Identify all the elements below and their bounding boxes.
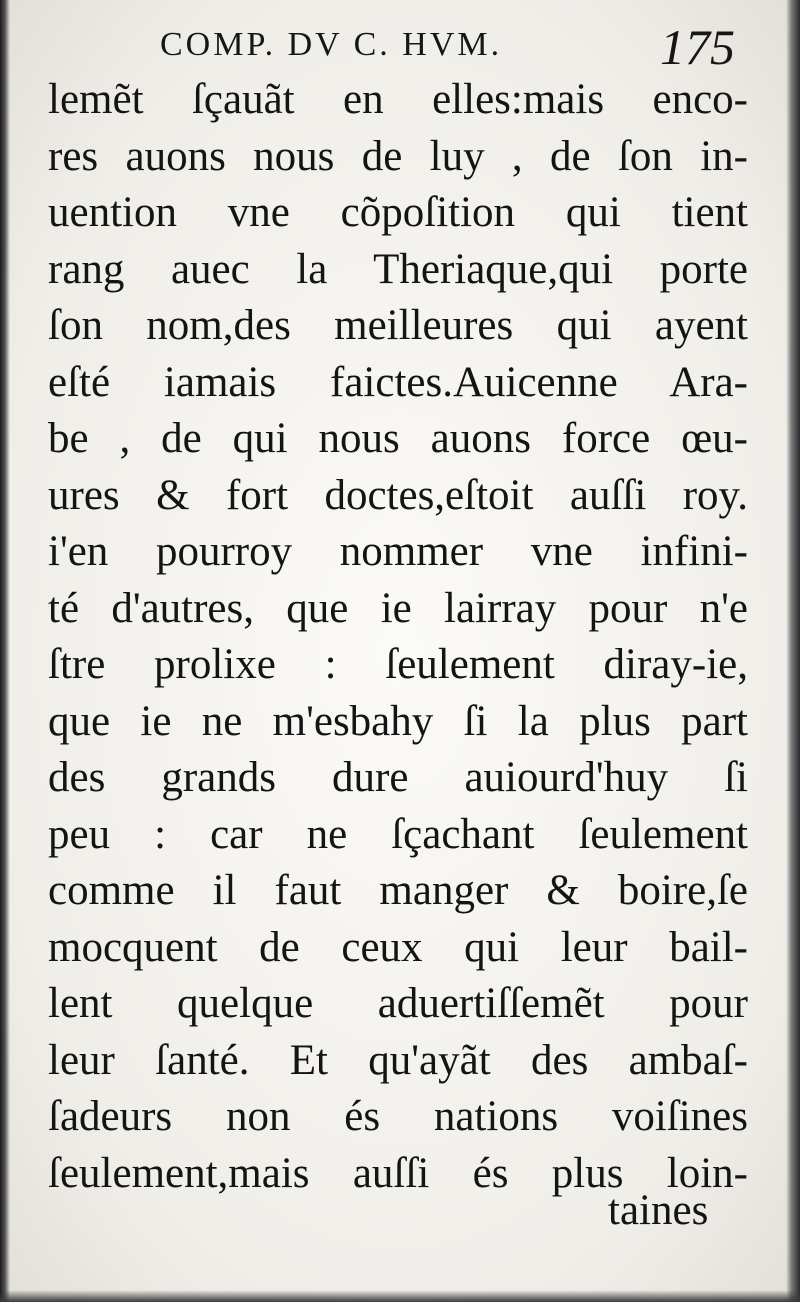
text-line: comme il faut manger & boire,ſe [48,867,748,914]
text-line: ſtre prolixe : ſeulement diray-ie, [48,641,748,688]
text-line: ures & fort doctes,eſtoit auſſi roy. [48,471,748,519]
page-number: 175 [660,19,735,75]
text-line: peu : car ne ſçachant ſeulement [48,810,748,858]
text-line: lent quelque aduertiſſemẽt pour [48,980,748,1027]
catchword: taines [608,1187,709,1234]
text-line: rang auec la Theriaque,qui porte [48,245,748,293]
text-line: té d'autres, que ie lairray pour n'e [48,584,748,632]
text-line: i'en pourroy nommer vne infini- [48,528,748,575]
text-line: mocquent de ceux qui leur bail- [48,923,748,971]
text-line: ſadeurs non és nations voiſines [48,1093,748,1140]
scan-shadow-bottom [0,1290,800,1302]
text-line: uention vne cõpoſition qui tient [48,189,748,236]
scan-shadow-left [0,0,10,1302]
body-text [48,72,748,1202]
text-line: que ie ne m'esbahy ſi la plus part [48,697,748,745]
text-line: ſon nom,des meilleures qui ayent [48,302,748,349]
text-line: res auons nous de luy , de ſon in- [48,132,748,180]
scan-shadow-right [786,0,800,1302]
running-head: COMP. DV C. HVM. [160,26,503,63]
text-line: eſté iamais faictes.Auicenne Ara- [48,358,748,406]
text-line: leur ſanté. Et qu'ayãt des ambaſ- [48,1036,748,1084]
text-line: des grands dure auiourd'huy ſi [48,754,748,801]
text-line: be , de qui nous auons force œu- [48,415,748,462]
text-line: ſeulement,mais auſſi és plus loin- [48,1149,748,1197]
text-line: lemẽt ſçauãt en elles:mais enco- [48,76,748,123]
